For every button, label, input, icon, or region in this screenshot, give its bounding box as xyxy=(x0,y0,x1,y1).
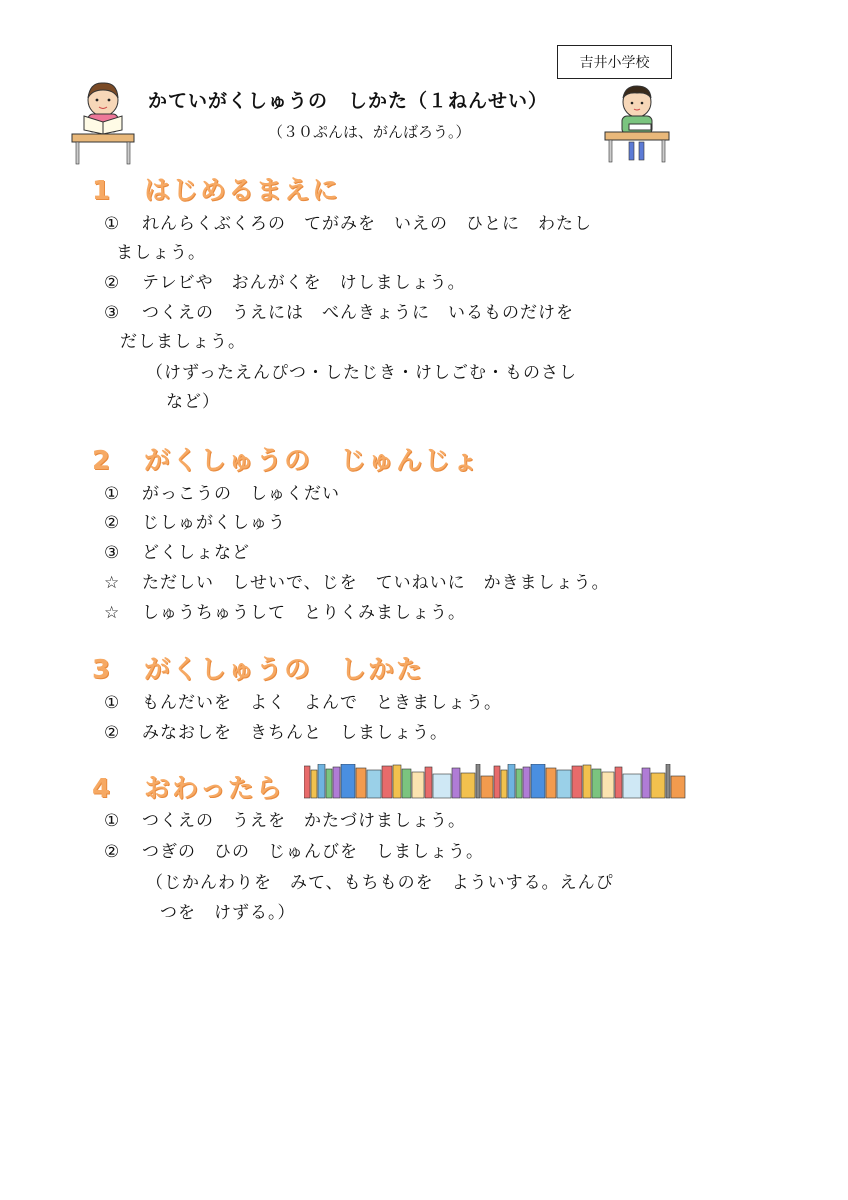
section-heading-3 xyxy=(92,649,424,686)
item-marker: ② xyxy=(104,842,121,862)
item-text: れんらくぶくろの てがみを いえの ひとに わたし xyxy=(142,214,592,234)
star-marker: ☆ xyxy=(104,573,121,593)
list-item xyxy=(104,568,610,593)
item-text: どくしょなど xyxy=(142,543,250,563)
item-text: つくえの うえを かたづけましょう。 xyxy=(142,811,466,831)
item-text: みなおしを きちんと しましょう。 xyxy=(142,723,448,743)
item-text: もんだいを よく よんで ときましょう。 xyxy=(142,693,502,713)
item-marker: ① xyxy=(104,484,121,504)
writing-child-illustration xyxy=(603,84,671,164)
item-marker: ③ xyxy=(104,303,121,323)
section-heading-4 xyxy=(92,768,284,805)
item-marker: ① xyxy=(104,693,121,713)
list-item xyxy=(104,479,340,504)
note-continuation: つを けずる。） xyxy=(160,903,296,923)
page-subtitle: （３０ぷんは、がんばろう。） xyxy=(268,123,471,141)
section-title: はじめるまえに xyxy=(144,176,341,206)
section-number: 4 xyxy=(92,774,113,804)
school-name: 吉井小学校 xyxy=(579,55,650,71)
section-number: 1 xyxy=(92,176,113,206)
list-item xyxy=(104,508,286,533)
list-item xyxy=(104,298,574,323)
list-item xyxy=(104,806,466,831)
page-title: かていがくしゅうの しかた（１ねんせい） xyxy=(148,90,549,112)
item-marker: ① xyxy=(104,811,121,831)
list-item xyxy=(104,688,502,713)
item-marker: ③ xyxy=(104,543,121,563)
item-text: ただしい しせいで、じを ていねいに かきましょう。 xyxy=(142,573,610,593)
list-item xyxy=(104,598,466,623)
school-name-box xyxy=(557,45,672,79)
item-continuation: だしましょう。 xyxy=(120,332,246,352)
section-title: おわったら xyxy=(144,774,284,804)
star-marker: ☆ xyxy=(104,603,121,623)
item-marker: ② xyxy=(104,513,121,533)
list-item xyxy=(104,209,592,234)
section-title: がくしゅうの じゅんじょ xyxy=(144,446,481,476)
item-text: じしゅがくしゅう xyxy=(142,513,286,533)
section-heading-1 xyxy=(92,170,340,207)
list-item xyxy=(104,538,250,563)
bookshelf-illustration xyxy=(304,764,690,804)
item-text: テレビや おんがくを けしましょう。 xyxy=(142,273,466,293)
section-heading-2 xyxy=(92,440,480,477)
list-item xyxy=(104,268,466,293)
item-marker: ① xyxy=(104,214,121,234)
item-text: つくえの うえには べんきょうに いるものだけを xyxy=(142,303,574,323)
section-number: 3 xyxy=(92,655,113,685)
section-number: 2 xyxy=(92,446,113,476)
reading-child-illustration xyxy=(70,80,136,166)
list-item xyxy=(104,837,484,862)
list-item xyxy=(104,718,448,743)
item-text: しゅうちゅうして とりくみましょう。 xyxy=(142,603,466,623)
note-continuation: など） xyxy=(166,392,220,412)
note-text: （じかんわりを みて、もちものを よういする。えんぴ xyxy=(146,873,614,893)
item-text: がっこうの しゅくだい xyxy=(142,484,340,504)
item-marker: ② xyxy=(104,273,121,293)
item-marker: ② xyxy=(104,723,121,743)
note-text: （けずったえんぴつ・したじき・けしごむ・ものさし xyxy=(146,363,577,383)
section-title: がくしゅうの しかた xyxy=(144,655,425,685)
item-continuation: ましょう。 xyxy=(116,243,206,263)
item-text: つぎの ひの じゅんびを しましょう。 xyxy=(142,842,484,862)
